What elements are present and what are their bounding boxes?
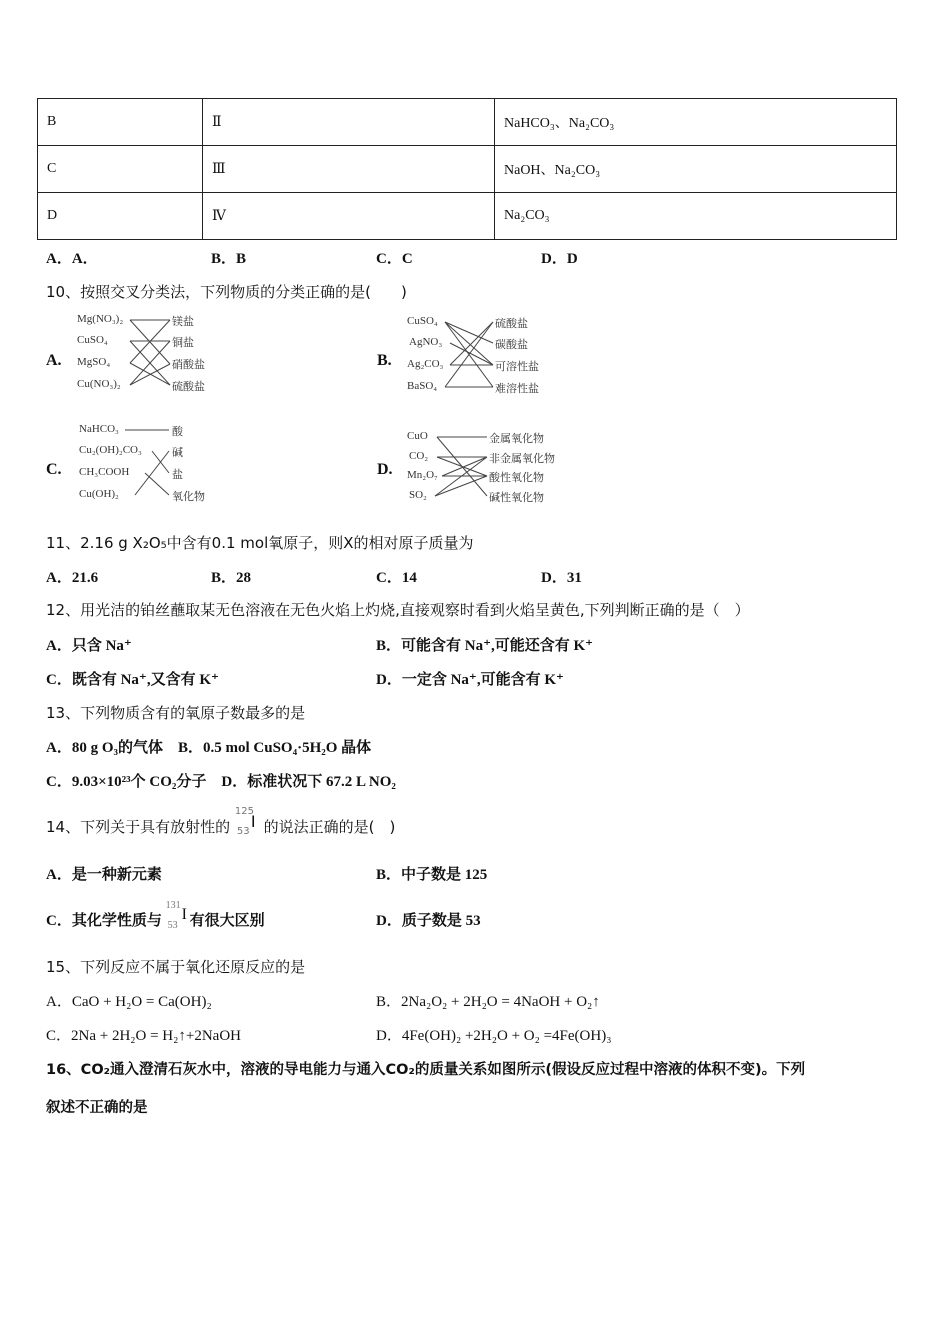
diagram-c (77, 421, 227, 511)
q10-label-c: C. (46, 461, 62, 478)
diagram-item: CH₃COOH (79, 466, 130, 478)
stem-text: 14、下列关于具有放射性的 (46, 818, 231, 836)
option-d: D．4Fe(OH)₂ +2H₂O + O₂ =4Fe(OH)₃ (376, 1028, 612, 1044)
cell: D (38, 193, 203, 240)
option-a: A．只含 Na⁺ (46, 638, 132, 654)
option-b: B．28 (211, 570, 252, 586)
diagram-b (405, 313, 565, 403)
question-11-stem: 11、2.16 g X₂O₅中含有0.1 mol氧原子，则X的相对原子质量为 (46, 534, 474, 552)
diagram-item: 镁盐 (172, 316, 194, 328)
diagram-item: 非金属氧化物 (489, 453, 555, 465)
element-symbol: I (250, 811, 256, 831)
option-c: C．14 (376, 570, 417, 586)
question-16-line-2: 叙述不正确的是 (46, 1100, 148, 1116)
diagram-item: CuSO₄ (77, 334, 108, 346)
question-12-stem: 12、用光洁的铂丝蘸取某无色溶液在无色火焰上灼烧,直接观察时看到火焰呈黄色,下列判断正确的是（ ） (46, 601, 750, 619)
stem-text: 的说法正确的是( ) (263, 818, 396, 836)
diagram-item: CuO (407, 430, 428, 442)
diagram-d (405, 428, 575, 513)
diagram-item: 酸 (172, 426, 183, 438)
question-14-stem (46, 805, 396, 838)
option-c: C．2Na + 2H₂O = H₂↑+2NaOH (46, 1028, 241, 1044)
option-d: D．质子数是 53 (376, 913, 481, 929)
cell: Ⅱ (203, 99, 495, 146)
cell: NaOH、Na₂CO₃ (495, 146, 897, 193)
diagram-a (75, 311, 225, 401)
atomic-number: 53 (236, 825, 250, 837)
option-c: C．C (376, 251, 413, 267)
diagram-item: 硝酸盐 (172, 359, 205, 371)
option-a: A．21.6 (46, 570, 99, 586)
diagram-item: CuSO₄ (407, 315, 438, 327)
q10-label-d: D. (377, 461, 393, 478)
option-a: A．是一种新元素 (46, 867, 162, 883)
element-symbol: I (181, 905, 187, 923)
diagram-item: 金属氧化物 (489, 433, 544, 445)
answer-table (37, 98, 897, 240)
option-text: C．其化学性质与 (46, 913, 162, 929)
diagram-item: 难溶性盐 (495, 383, 539, 395)
cell: B (38, 99, 203, 146)
diagram-item: BaSO₄ (407, 380, 438, 392)
diagram-item: AgNO₃ (409, 336, 443, 348)
isotope-i131 (165, 899, 190, 932)
options-line-2: C．9.03×10²³个 CO₂分子 D．标准状况下 67.2 L NO₂ (46, 774, 396, 790)
isotope-i125 (234, 805, 259, 838)
diagram-item: Ag₂CO₃ (407, 358, 444, 370)
diagram-item: Mg(NO₃)₂ (77, 313, 124, 325)
diagram-item: 硫酸盐 (495, 318, 528, 330)
cell: Na₂CO₃ (495, 193, 897, 240)
diagram-item: Cu(NO₃)₂ (77, 378, 121, 390)
diagram-item: Cu₂(OH)₂CO₃ (79, 444, 142, 456)
diagram-item: 铜盐 (172, 337, 194, 349)
option-a: A．CaO + H₂O = Ca(OH)₂ (46, 994, 212, 1010)
option-d: D．D (541, 251, 578, 267)
q10-label-a: A. (46, 352, 62, 369)
diagram-item: Cu(OH)₂ (79, 488, 119, 500)
question-16-line-1: 16、CO₂通入澄清石灰水中，溶液的导电能力与通入CO₂的质量关系如图所示(假设反应过程中溶液的体积不变)。下列 (46, 1062, 806, 1078)
atomic-number: 53 (167, 919, 178, 931)
table-row (38, 99, 897, 146)
diagram-item: 盐 (172, 469, 183, 481)
option-b: B．2Na₂O₂ + 2H₂O = 4NaOH + O₂↑ (376, 994, 600, 1010)
diagram-item: CO₂ (409, 450, 429, 462)
diagram-item: 可溶性盐 (495, 361, 539, 373)
diagram-item: 碱 (172, 447, 183, 459)
cell: Ⅳ (203, 193, 495, 240)
cell: NaHCO₃、Na₂CO₃ (495, 99, 897, 146)
mass-number: 131 (165, 899, 181, 911)
cell: Ⅲ (203, 146, 495, 193)
diagram-item: Mn₂O₇ (407, 469, 438, 481)
option-b: B．中子数是 125 (376, 867, 488, 883)
option-b: B．B (211, 251, 247, 267)
option-d: D．31 (541, 570, 582, 586)
cell: C (38, 146, 203, 193)
options-line-1: A．80 g O₃的气体 B．0.5 mol CuSO₄·5H₂O 晶体 (46, 740, 372, 756)
option-b: B．可能含有 Na⁺,可能还含有 K⁺ (376, 638, 594, 654)
diagram-item: 碱性氧化物 (489, 492, 544, 504)
option-c (46, 899, 265, 932)
diagram-item: 碳酸盐 (495, 339, 528, 351)
diagram-item: NaHCO₃ (79, 423, 119, 435)
option-c: C．既含有 Na⁺,又含有 K⁺ (46, 672, 219, 688)
table-row (38, 146, 897, 193)
diagram-item: 氧化物 (172, 491, 205, 503)
option-d: D．一定含 Na⁺,可能含有 K⁺ (376, 672, 564, 688)
diagram-item: MgSO₄ (77, 356, 111, 368)
option-a: A．A． (46, 251, 98, 267)
diagram-item: 酸性氧化物 (489, 472, 544, 484)
mass-number: 125 (234, 805, 254, 817)
q10-label-b: B. (377, 352, 392, 369)
table-row (38, 193, 897, 240)
question-10-stem: 10、按照交叉分类法，下列物质的分类正确的是( ) (46, 283, 407, 301)
diagram-item: SO₂ (409, 489, 427, 501)
question-13-stem: 13、下列物质含有的氧原子数最多的是 (46, 704, 306, 722)
diagram-item: 硫酸盐 (172, 381, 205, 393)
question-15-stem: 15、下列反应不属于氧化还原反应的是 (46, 958, 306, 976)
option-text: 有很大区别 (189, 913, 265, 929)
